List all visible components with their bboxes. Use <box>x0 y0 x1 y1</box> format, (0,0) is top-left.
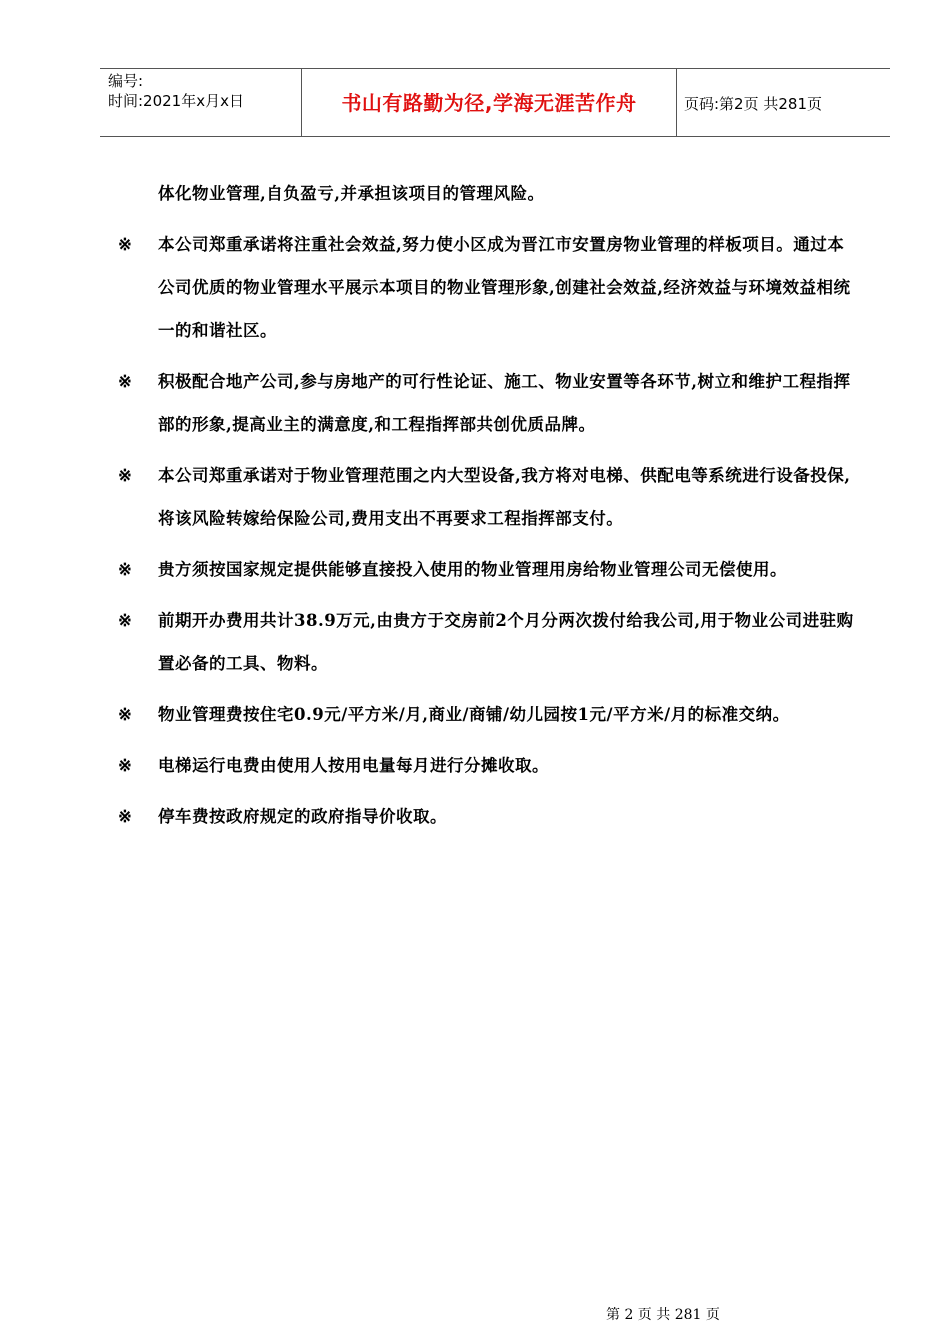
header-page-code: 页码:第2页 共281页 <box>684 95 822 113</box>
reference-mark-icon: ※ <box>118 756 133 775</box>
paragraph-text: 停车费按政府规定的政府指导价收取。 <box>158 807 447 826</box>
paragraph-5 <box>118 548 858 591</box>
paragraph-9 <box>118 795 858 838</box>
paragraph-text: 物业管理费按住宅0.9元/平方米/月,商业/商铺/幼儿园按1元/平方米/月的标准交纳。 <box>158 705 790 724</box>
paragraph-text: 贵方须按国家规定提供能够直接投入使用的物业管理用房给物业管理公司无偿使用。 <box>158 560 787 579</box>
paragraph-4 <box>118 454 858 540</box>
paragraph-text: 电梯运行电费由使用人按用电量每月进行分摊收取。 <box>158 756 549 775</box>
document-number-label: 编号: <box>108 72 144 90</box>
paragraph-1 <box>118 172 858 215</box>
reference-mark-icon: ※ <box>118 705 133 724</box>
reference-mark-icon: ※ <box>118 372 133 391</box>
document-body <box>118 172 858 846</box>
reference-mark-icon: ※ <box>118 466 133 485</box>
reference-mark-icon: ※ <box>118 560 133 579</box>
header-divider-right <box>676 69 677 136</box>
paragraph-text: 体化物业管理,自负盈亏,并承担该项目的管理风险。 <box>158 184 545 203</box>
reference-mark-icon: ※ <box>118 611 133 630</box>
reference-mark-icon: ※ <box>118 807 133 826</box>
paragraph-8 <box>118 744 858 787</box>
paragraph-6 <box>118 599 858 685</box>
document-time-label: 时间:2021年x月x日 <box>108 92 244 110</box>
page-header <box>100 68 890 137</box>
paragraph-7 <box>118 693 858 736</box>
paragraph-2 <box>118 223 858 352</box>
paragraph-text: 本公司郑重承诺对于物业管理范围之内大型设备,我方将对电梯、供配电等系统进行设备投保,将该风险转嫁给保险公司,费用支出不再要求工程指挥部支付。 <box>158 466 851 528</box>
paragraph-text: 本公司郑重承诺将注重社会效益,努力使小区成为晋江市安置房物业管理的样板项目。通过本公司优质的物业管理水平展示本项目的物业管理形象,创建社会效益,经济效益与环境效益相统一的和谐社区。 <box>158 235 851 340</box>
paragraph-text: 前期开办费用共计38.9万元,由贵方于交房前2个月分两次拨付给我公司,用于物业公司进驻购置必备的工具、物料。 <box>158 611 854 673</box>
footer-page-number: 第 2 页 共 281 页 <box>606 1307 720 1323</box>
paragraph-3 <box>118 360 858 446</box>
reference-mark-icon: ※ <box>118 235 133 254</box>
header-motto: 书山有路勤为径,学海无涯苦作舟 <box>341 91 637 115</box>
header-meta <box>108 71 244 111</box>
paragraph-text: 积极配合地产公司,参与房地产的可行性论证、施工、物业安置等各环节,树立和维护工程指挥部的形象,提高业主的满意度,和工程指挥部共创优质品牌。 <box>158 372 851 434</box>
